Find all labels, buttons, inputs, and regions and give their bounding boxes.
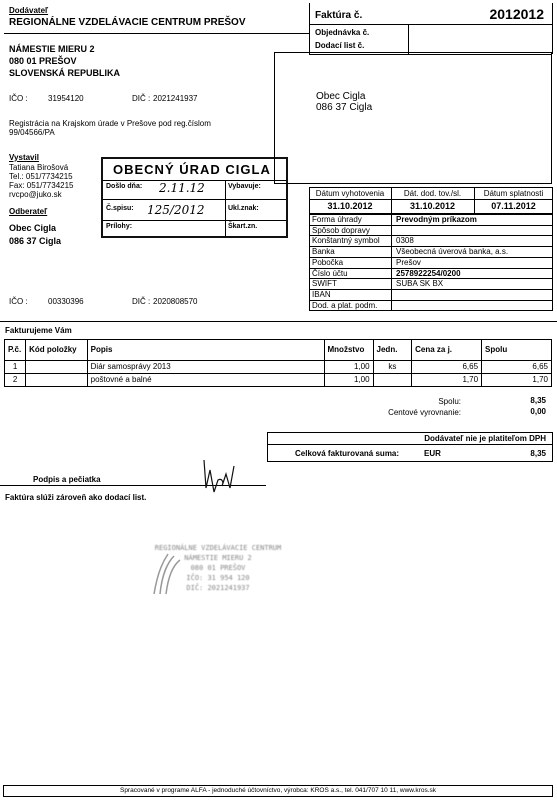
delivery-note: Faktúra slúži zároveň ako dodací list. [5, 493, 147, 502]
stamp-cspisu-label: Č.spisu: [106, 205, 134, 212]
issuer-heading: Vystavil [9, 153, 39, 162]
supplier-country: SLOVENSKÁ REPUBLIKA [9, 68, 121, 78]
supplier-city: 080 01 PREŠOV [9, 56, 77, 66]
supplier-heading: Dodávateľ [9, 6, 49, 15]
supplier-stamp-line5: DIČ: 2021241937 [186, 584, 250, 592]
tax-date: 31.10.2012 [409, 201, 456, 211]
col-price: Cena za j. [412, 340, 482, 361]
supplier-dic: 2021241937 [153, 94, 198, 103]
row-price: 1,70 [412, 374, 482, 387]
payment-label: IBAN [312, 290, 331, 299]
due-label: Dátum splatnosti [483, 189, 544, 198]
row-desc: Diár samosprávy 2013 [87, 361, 324, 374]
registration-line2: 99/04566/PA [9, 128, 55, 137]
signature [200, 458, 240, 496]
stamp-prilohy-label: Prílohy: [106, 223, 133, 230]
row-total: 6,65 [482, 361, 552, 374]
col-unit: Jedn. [373, 340, 412, 361]
supplier-logo [150, 550, 184, 598]
row-unit [373, 374, 412, 387]
payment-label: Pobočka [312, 258, 344, 267]
address-line2: 086 37 Cigla [316, 102, 373, 113]
supplier-stamp-line1: REGIONÁLNE VZDELÁVACIE CENTRUM [154, 544, 282, 552]
supplier-stamp-line3: 080 01 PREŠOV [190, 564, 246, 572]
supplier-stamp-line2: NÁMESTIE MIERU 2 [184, 554, 252, 562]
issued-date: 31.10.2012 [327, 201, 373, 211]
stamp-divider [103, 199, 286, 200]
payment-value: 0308 [396, 236, 414, 245]
issuer-fax: Fax: 051/7734215 [9, 181, 74, 190]
customer-city: 086 37 Cigla [9, 236, 62, 246]
col-total: Spolu [482, 340, 552, 361]
invoice-label: Faktúra č. [315, 10, 363, 21]
row-pc: 1 [5, 361, 26, 374]
customer-ico-label: IČO : [9, 297, 28, 306]
payment-label: Dod. a plat. podm. [312, 301, 378, 310]
divider [391, 214, 392, 310]
row-qty: 1,00 [324, 361, 373, 374]
divider [309, 257, 553, 258]
customer-heading: Odberateľ [9, 207, 48, 216]
customer-name: Obec Cigla [9, 223, 57, 233]
divider [309, 199, 553, 200]
payment-value: Všeobecná úverová banka, a.s. [396, 247, 509, 256]
stamp-divider [103, 220, 286, 221]
divider [408, 24, 409, 54]
grand-label: Celková fakturovaná suma: [295, 449, 400, 458]
stamp-doslo-label: Došlo dňa: [106, 183, 143, 190]
items-heading: Fakturujeme Vám [5, 326, 72, 335]
divider [309, 24, 553, 25]
grand-value: 8,35 [530, 449, 546, 458]
supplier-dic-label: DIČ : [132, 94, 151, 103]
issuer-tel: Tel.: 051/7734215 [9, 172, 73, 181]
row-desc: poštovné a balné [87, 374, 324, 387]
items-table [4, 339, 552, 387]
row-qty: 1,00 [324, 374, 373, 387]
stamp-title: OBECNÝ ÚRAD CIGLA [113, 162, 271, 177]
stamp-doslo-value: 2.11.12 [159, 181, 205, 195]
supplier-ico: 31954120 [48, 94, 84, 103]
rounding-label: Centové vyrovnanie: [388, 408, 461, 417]
stamp-divider [225, 180, 226, 236]
supplier-street: NÁMESTIE MIERU 2 [9, 44, 95, 54]
table-row [5, 361, 552, 374]
col-desc: Popis [87, 340, 324, 361]
divider [267, 444, 553, 445]
sign-label: Podpis a pečiatka [33, 475, 101, 484]
vat-note: Dodávateľ nie je platiteľom DPH [424, 434, 546, 443]
registration-line1: Registrácia na Krajskom úrade v Prešove pod reg.číslom [9, 119, 211, 128]
issuer-name: Tatiana Birošová [9, 163, 69, 172]
row-total: 1,70 [482, 374, 552, 387]
divider [552, 3, 553, 54]
payment-value: 2578922254/0200 [396, 269, 461, 278]
payment-value: SUBA SK BX [396, 279, 444, 288]
invoice-number: 2012012 [489, 6, 544, 22]
row-unit: ks [373, 361, 412, 374]
payment-label: Banka [312, 247, 335, 256]
grand-currency: EUR [424, 449, 441, 458]
divider [4, 33, 309, 34]
stamp-skart-label: Škart.zn. [228, 223, 258, 230]
divider [0, 321, 557, 322]
address-window [274, 52, 552, 184]
supplier-ico-label: IČO : [9, 94, 28, 103]
payment-label: SWIFT [312, 279, 337, 288]
payment-label: Číslo účtu [312, 269, 348, 278]
row-code [26, 374, 88, 387]
registry-stamp [101, 157, 288, 238]
order-label: Objednávka č. [315, 28, 370, 37]
customer-ico: 00330396 [48, 297, 84, 306]
customer-dic-label: DIČ : [132, 297, 151, 306]
stamp-cspisu-value: 125/2012 [147, 203, 205, 217]
supplier-name: REGIONÁLNE VZDELÁVACIE CENTRUM PREŠOV [9, 17, 246, 28]
row-code [26, 361, 88, 374]
due-date: 07.11.2012 [491, 201, 536, 211]
stamp-vybavuje-label: Vybavuje: [228, 183, 261, 190]
row-pc: 2 [5, 374, 26, 387]
stamp-ukl-label: Ukl.znak: [228, 205, 259, 212]
issuer-email: rvcpo@juko.sk [9, 190, 62, 199]
divider [309, 3, 310, 54]
tax-date-label: Dát. dod. tov./sl. [403, 189, 462, 198]
sum-value: 8,35 [530, 396, 546, 405]
col-qty: Množstvo [324, 340, 373, 361]
payment-value: Prevodným príkazom [396, 215, 477, 224]
col-pc: P.č. [5, 340, 26, 361]
address-line1: Obec Cigla [316, 91, 366, 102]
supplier-stamp-line4: IČO: 31 954 120 [186, 574, 250, 582]
customer-dic: 2020808570 [153, 297, 198, 306]
payment-value: Prešov [396, 258, 421, 267]
payment-label: Spôsob dopravy [312, 226, 370, 235]
payment-label: Forma úhrady [312, 215, 362, 224]
table-row [5, 374, 552, 387]
row-price: 6,65 [412, 361, 482, 374]
delivery-label: Dodací list č. [315, 41, 365, 50]
sum-label: Spolu: [438, 397, 461, 406]
issued-label: Dátum vyhotovenia [315, 189, 385, 198]
divider [309, 289, 553, 290]
rounding-value: 0,00 [530, 407, 546, 416]
col-code: Kód položky [26, 340, 88, 361]
payment-label: Konštantný symbol [312, 236, 380, 245]
footer-text: Spracované v programe ALFA - jednoduché účtovníctvo, výrobca: KROS a.s., tel. 041/707 10 11, www.kros.sk [119, 787, 437, 794]
table-header-row [5, 340, 552, 361]
